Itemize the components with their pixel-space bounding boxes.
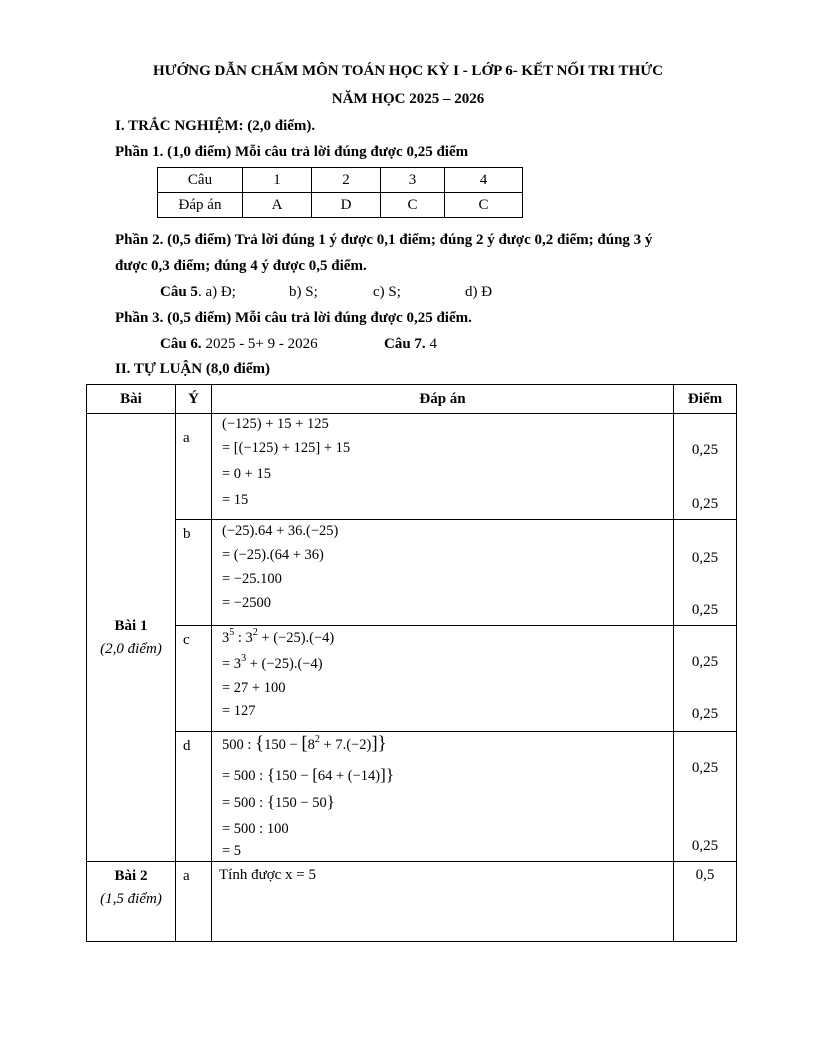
math-part: = 500 :	[222, 795, 267, 811]
column-header-dap-an: Đáp án	[212, 385, 674, 414]
page-subtitle: NĂM HỌC 2025 – 2026	[331, 91, 485, 107]
table-row	[87, 732, 737, 862]
point-value: 0,25	[691, 760, 719, 776]
answer-text: Tính được x = 5	[219, 867, 317, 883]
table-row	[87, 414, 737, 520]
math-line: = 500 : 100	[222, 821, 289, 837]
table-row	[87, 520, 737, 626]
brace-open-icon: {	[255, 733, 265, 754]
bai1-b-answer	[212, 520, 674, 626]
bai2-name: Bài 2	[114, 868, 148, 884]
math-part: 8	[307, 737, 315, 753]
math-part: 64 + (−14)	[317, 768, 381, 784]
math-line: = 0 + 15	[222, 466, 271, 482]
math-part: + (−25).(−4)	[246, 656, 323, 672]
answer-cell: D	[312, 193, 381, 218]
bai1-a-points	[674, 414, 737, 520]
table-row	[87, 862, 737, 942]
bai1-c-label: c	[176, 626, 212, 732]
question-number: 3	[381, 168, 445, 193]
section-heading-essay: II. TỰ LUẬN (8,0 điểm)	[115, 361, 271, 377]
column-header-y: Ý	[176, 385, 212, 414]
brace-close-icon: }	[377, 733, 387, 754]
column-header-diem: Điểm	[674, 385, 737, 414]
math-part: = 500 :	[222, 768, 267, 784]
exponent: 5	[229, 627, 235, 638]
math-line: = 27 + 100	[222, 680, 286, 696]
math-line	[222, 792, 335, 812]
cau7-value: 4	[429, 336, 437, 352]
bai1-name: Bài 1	[114, 617, 148, 634]
brace-close-icon: }	[326, 792, 335, 811]
cau7-answer	[384, 336, 437, 353]
math-line: = −25.100	[222, 571, 282, 587]
math-line: = 127	[222, 703, 256, 719]
answer-cell: C	[445, 193, 523, 218]
math-part: 500 :	[222, 737, 256, 753]
row-label-cau: Câu	[158, 168, 243, 193]
question-number: 2	[312, 168, 381, 193]
section-heading-multiple-choice: I. TRẮC NGHIỆM: (2,0 điểm).	[115, 118, 316, 134]
part3-instruction: Phần 3. (0,5 điểm) Mỗi câu trả lời đúng được 0,25 điểm.	[115, 310, 472, 326]
point-value: 0,25	[691, 602, 719, 618]
math-line: = 5	[222, 843, 242, 859]
part2-instruction-line1: Phần 2. (0,5 điểm) Trả lời đúng 1 ý được 0,1 điểm; đúng 2 ý được 0,2 điểm; đúng 3 ý	[115, 232, 653, 248]
point-value: 0,25	[691, 654, 719, 670]
math-part: + (−25).(−4)	[257, 630, 335, 646]
point-value: 0,25	[691, 550, 719, 566]
bracket-close-icon: ]	[371, 733, 378, 754]
table-row	[87, 626, 737, 732]
brace-open-icon: {	[266, 792, 276, 811]
bracket-open-icon: [	[312, 765, 318, 784]
table-header-row	[87, 385, 737, 414]
question-number: 1	[243, 168, 312, 193]
bai2-score: (1,5 điểm)	[100, 891, 162, 907]
cau5-item-a: . a) Đ;	[197, 284, 236, 300]
math-part: 150 −	[264, 737, 302, 753]
bai1-d-answer	[212, 732, 674, 862]
math-part: + 7.(−2)	[319, 737, 372, 753]
table-row	[158, 168, 523, 193]
math-part: : 3	[234, 630, 253, 646]
row-label-dap-an: Đáp án	[158, 193, 243, 218]
bai1-b-points	[674, 520, 737, 626]
bai1-b-label: b	[176, 520, 212, 626]
point-value: 0,25	[691, 838, 719, 854]
exponent: 2	[314, 734, 320, 745]
math-line: (−25).64 + 36.(−25)	[222, 523, 339, 539]
math-line	[222, 733, 387, 754]
bai1-a-label: a	[176, 414, 212, 520]
bai2-a-points	[674, 862, 737, 942]
math-part: 3	[222, 630, 230, 646]
math-line: = [(−125) + 125] + 15	[222, 440, 351, 456]
exponent: 3	[241, 653, 247, 664]
cau5-answers	[160, 284, 236, 301]
bai1-score: (2,0 điểm)	[100, 640, 162, 657]
brace-close-icon: }	[385, 765, 394, 784]
cau5-label: Câu 5	[160, 284, 198, 300]
math-line	[222, 653, 323, 673]
bai2-a-answer	[212, 862, 674, 942]
bai1-c-points	[674, 626, 737, 732]
math-part: = 3	[222, 656, 242, 672]
cau6-label: Câu 6.	[160, 336, 202, 352]
column-header-bai: Bài	[87, 385, 176, 414]
bai1-a-answer	[212, 414, 674, 520]
question-number: 4	[445, 168, 523, 193]
cau5-item-c: c) S;	[373, 284, 401, 300]
brace-open-icon: {	[266, 765, 276, 784]
point-value: 0,25	[691, 442, 719, 458]
point-value: 0,5	[695, 867, 715, 883]
cau6-answer	[160, 336, 318, 353]
cau6-value: 2025 - 5+ 9 - 2026	[205, 336, 318, 352]
essay-grading-table	[86, 384, 737, 942]
answer-cell: A	[243, 193, 312, 218]
math-line: = 15	[222, 492, 249, 508]
part1-instruction: Phần 1. (1,0 điểm) Mỗi câu trả lời đúng được 0,25 điểm	[115, 144, 469, 160]
exponent: 2	[252, 627, 258, 638]
math-line	[222, 765, 394, 785]
math-part: 150 − 50	[275, 795, 327, 811]
bai1-d-label: d	[176, 732, 212, 862]
math-line: = −2500	[222, 595, 271, 611]
math-part: 150 −	[275, 768, 313, 784]
answer-cell: C	[381, 193, 445, 218]
math-line: (−125) + 15 + 125	[222, 416, 329, 432]
point-value: 0,25	[691, 706, 719, 722]
multiple-choice-answer-table	[157, 167, 523, 218]
cau5-item-b: b) S;	[289, 284, 318, 300]
page-title: HƯỚNG DẪN CHẤM MÔN TOÁN HỌC KỲ I - LỚP 6- KẾT NỐI TRI THỨC	[152, 63, 664, 79]
bai1-d-points	[674, 732, 737, 862]
cau7-label: Câu 7.	[384, 336, 426, 352]
bai2-cell	[87, 862, 176, 942]
bai2-a-label: a	[176, 862, 212, 942]
part2-instruction-line2: được 0,3 điểm; đúng 4 ý được 0,5 điểm.	[115, 258, 367, 274]
point-value: 0,25	[691, 496, 719, 512]
cau5-item-d: d) Đ	[465, 284, 493, 300]
bracket-close-icon: ]	[380, 765, 386, 784]
bai1-cell	[87, 414, 176, 862]
bracket-open-icon: [	[301, 733, 308, 754]
table-row	[158, 193, 523, 218]
math-line	[222, 627, 335, 647]
bai1-c-answer	[212, 626, 674, 732]
math-line: = (−25).(64 + 36)	[222, 547, 324, 563]
